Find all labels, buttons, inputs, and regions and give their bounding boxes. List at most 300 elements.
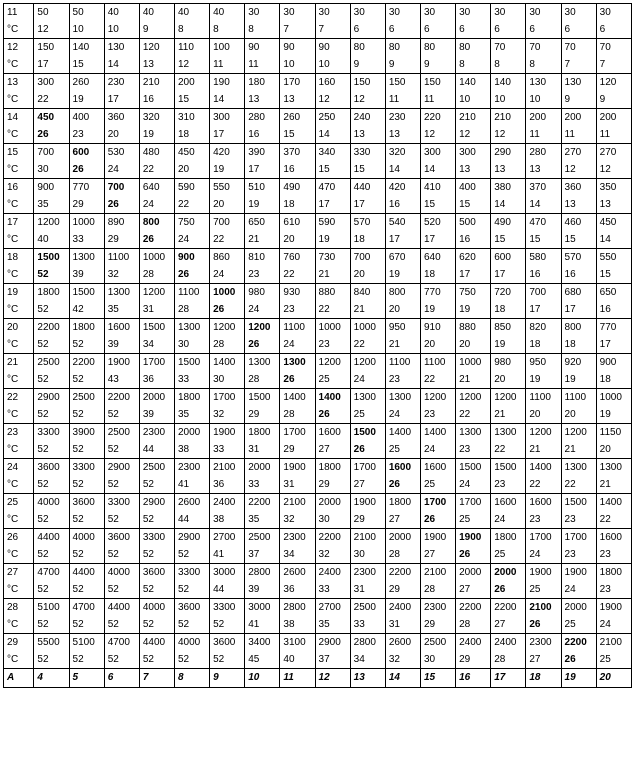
footer-value: 9: [210, 669, 245, 688]
row-unit: °C: [7, 549, 19, 560]
cell-top-value: 1700: [213, 392, 236, 403]
table-cell: [245, 214, 280, 249]
row-temperature-cell: [4, 319, 34, 354]
cell-top-value: 3300: [213, 602, 236, 613]
cell-bottom-value: 18: [529, 339, 541, 350]
table-cell: [456, 599, 491, 634]
cell-top-value: 140: [494, 77, 511, 88]
cell-top-value: 880: [459, 322, 476, 333]
cell-bottom-value: 32: [318, 549, 330, 560]
table-cell: [385, 389, 420, 424]
cell-top-value: 120: [142, 42, 160, 53]
cell-bottom-value: 20: [177, 164, 190, 175]
table-cell: [456, 39, 491, 74]
cell-top-value: 170: [283, 77, 301, 88]
table-cell: [561, 179, 596, 214]
row-temperature-cell: [4, 4, 34, 39]
cell-top-value: 770: [423, 287, 441, 298]
table-cell: [280, 564, 315, 599]
cell-top-value: 520: [423, 217, 441, 228]
cell-bottom-value: 22: [142, 164, 154, 175]
cell-bottom-value: 23: [459, 444, 471, 455]
cell-bottom-value: 12: [318, 94, 330, 105]
cell-top-value: 1200: [142, 287, 166, 298]
table-cell: [315, 249, 350, 284]
cell-top-value: 30: [388, 7, 400, 18]
cell-top-value: 2100: [353, 532, 376, 543]
cell-top-value: 600: [72, 147, 90, 158]
cell-bottom-value: 52: [142, 619, 154, 630]
cell-top-value: 610: [283, 217, 301, 228]
cell-bottom-value: 26: [283, 374, 295, 385]
table-row: [4, 109, 632, 144]
table-cell: [526, 564, 561, 599]
cell-top-value: 1400: [283, 392, 306, 403]
table-cell: [139, 564, 174, 599]
table-row: [4, 389, 632, 424]
cell-bottom-value: 26: [177, 269, 190, 280]
cell-bottom-value: 15: [494, 234, 506, 245]
table-cell: [596, 214, 631, 249]
table-cell: [69, 144, 104, 179]
cell-bottom-value: 52: [107, 654, 119, 665]
cell-bottom-value: 35: [107, 304, 119, 315]
cell-top-value: 200: [564, 112, 582, 123]
cell-top-value: 980: [248, 287, 265, 298]
table-cell: [245, 109, 280, 144]
cell-bottom-value: 19: [213, 164, 225, 175]
cell-top-value: 100: [213, 42, 230, 53]
table-cell: [385, 4, 420, 39]
table-cell: [385, 214, 420, 249]
cell-top-value: 2300: [353, 567, 376, 578]
cell-bottom-value: 20: [564, 409, 576, 420]
table-cell: [350, 39, 385, 74]
cell-top-value: 4400: [72, 567, 95, 578]
cell-bottom-value: 26: [459, 549, 471, 560]
table-cell: [526, 389, 561, 424]
table-cell: [210, 214, 245, 249]
cell-top-value: 3400: [248, 637, 271, 648]
cell-top-value: 1200: [564, 427, 587, 438]
cell-top-value: 1800: [388, 497, 412, 508]
table-cell: [350, 494, 385, 529]
table-cell: [456, 494, 491, 529]
table-cell: [139, 214, 174, 249]
table-cell: [104, 284, 139, 319]
table-cell: [315, 179, 350, 214]
table-cell: [526, 284, 561, 319]
cell-top-value: 300: [459, 147, 476, 158]
cell-bottom-value: 26: [107, 199, 119, 210]
cell-top-value: 1100: [177, 287, 200, 298]
cell-bottom-value: 25: [353, 409, 365, 420]
cell-top-value: 200: [529, 112, 547, 123]
table-cell: [210, 319, 245, 354]
cell-bottom-value: 52: [177, 549, 190, 560]
table-cell: [34, 634, 69, 669]
cell-bottom-value: 33: [72, 234, 84, 245]
cell-top-value: 30: [599, 7, 611, 18]
cell-bottom-value: 52: [37, 549, 49, 560]
table-row: [4, 529, 632, 564]
table-cell: [174, 144, 209, 179]
cell-top-value: 2700: [318, 602, 341, 613]
table-cell: [385, 319, 420, 354]
table-cell: [139, 179, 174, 214]
row-unit: °C: [7, 374, 19, 385]
cell-bottom-value: 21: [529, 444, 541, 455]
footer-value: 10: [245, 669, 280, 688]
cell-bottom-value: 27: [423, 549, 436, 560]
cell-bottom-value: 52: [72, 654, 84, 665]
row-temperature-cell: [4, 634, 34, 669]
table-cell: [596, 389, 631, 424]
table-cell: [104, 389, 139, 424]
cell-bottom-value: 17: [37, 59, 49, 70]
table-cell: [34, 389, 69, 424]
cell-top-value: 1500: [494, 462, 517, 473]
table-cell: [174, 74, 209, 109]
row-temperature: 18: [7, 252, 19, 263]
table-cell: [280, 529, 315, 564]
cell-bottom-value: 28: [459, 619, 471, 630]
cell-bottom-value: 19: [388, 269, 400, 280]
cell-top-value: 620: [459, 252, 476, 263]
cell-bottom-value: 26: [142, 234, 154, 245]
cell-bottom-value: 31: [248, 444, 260, 455]
table-cell: [491, 529, 526, 564]
table-cell: [456, 389, 491, 424]
table-cell: [104, 4, 139, 39]
cell-bottom-value: 20: [213, 199, 225, 210]
table-cell: [280, 74, 315, 109]
cell-bottom-value: 17: [423, 234, 436, 245]
cell-bottom-value: 11: [529, 129, 540, 140]
cell-top-value: 2300: [529, 637, 552, 648]
cell-bottom-value: 52: [37, 339, 49, 350]
cell-bottom-value: 30: [213, 374, 225, 385]
table-cell: [210, 459, 245, 494]
table-row: [4, 74, 632, 109]
row-temperature-cell: [4, 74, 34, 109]
cell-top-value: 640: [142, 182, 160, 193]
cell-top-value: 150: [423, 77, 441, 88]
cell-top-value: 2900: [142, 497, 166, 508]
table-row: [4, 319, 632, 354]
cell-top-value: 3600: [213, 637, 236, 648]
cell-bottom-value: 13: [388, 129, 400, 140]
cell-bottom-value: 39: [248, 584, 260, 595]
cell-top-value: 1800: [72, 322, 95, 333]
cell-bottom-value: 27: [494, 619, 506, 630]
cell-top-value: 30: [423, 7, 436, 18]
cell-top-value: 310: [177, 112, 195, 123]
footer-value: 6: [104, 669, 139, 688]
row-temperature: 15: [7, 147, 19, 158]
table-cell: [385, 144, 420, 179]
cell-top-value: 1100: [388, 357, 411, 368]
footer-value: 14: [385, 669, 420, 688]
row-unit: °C: [7, 654, 19, 665]
cell-top-value: 2000: [248, 462, 271, 473]
cell-top-value: 480: [142, 147, 160, 158]
cell-bottom-value: 22: [177, 199, 190, 210]
table-cell: [315, 564, 350, 599]
cell-bottom-value: 26: [318, 409, 330, 420]
table-cell: [315, 459, 350, 494]
cell-top-value: 4000: [37, 497, 60, 508]
cell-bottom-value: 25: [599, 654, 611, 665]
cell-bottom-value: 41: [177, 479, 190, 490]
cell-bottom-value: 22: [494, 444, 506, 455]
table-cell: [139, 39, 174, 74]
table-cell: [456, 179, 491, 214]
cell-top-value: 950: [529, 357, 547, 368]
cell-bottom-value: 52: [37, 479, 49, 490]
cell-bottom-value: 27: [353, 479, 365, 490]
table-cell: [104, 599, 139, 634]
cell-top-value: 1100: [423, 357, 446, 368]
footer-value: 17: [491, 669, 526, 688]
cell-top-value: 1700: [529, 532, 552, 543]
cell-bottom-value: 27: [388, 514, 400, 525]
table-cell: [69, 459, 104, 494]
cell-top-value: 260: [72, 77, 90, 88]
cell-top-value: 1000: [142, 252, 166, 263]
footer-value: 8: [174, 669, 209, 688]
cell-bottom-value: 52: [177, 654, 190, 665]
cell-top-value: 1800: [177, 392, 201, 403]
table-cell: [280, 389, 315, 424]
cell-top-value: 80: [423, 42, 436, 53]
cell-bottom-value: 52: [142, 584, 154, 595]
cell-top-value: 1800: [494, 532, 517, 543]
table-cell: [315, 319, 350, 354]
row-temperature-cell: [4, 249, 34, 284]
footer-value: 19: [561, 669, 596, 688]
row-temperature: 16: [7, 182, 19, 193]
cell-bottom-value: 20: [107, 129, 119, 140]
cell-top-value: 420: [213, 147, 230, 158]
cell-top-value: 40: [177, 7, 190, 18]
cell-top-value: 600: [494, 252, 511, 263]
cell-top-value: 1600: [423, 462, 447, 473]
cell-bottom-value: 52: [37, 304, 49, 315]
cell-bottom-value: 13: [459, 164, 471, 175]
table-cell: [174, 249, 209, 284]
row-temperature-cell: [4, 459, 34, 494]
footer-value: 16: [456, 669, 491, 688]
table-cell: [491, 214, 526, 249]
cell-bottom-value: 24: [283, 339, 295, 350]
cell-top-value: 2500: [248, 532, 271, 543]
table-cell: [280, 249, 315, 284]
table-cell: [69, 74, 104, 109]
cell-top-value: 90: [318, 42, 330, 53]
table-cell: [139, 354, 174, 389]
cell-top-value: 1900: [283, 462, 306, 473]
table-cell: [280, 214, 315, 249]
cell-bottom-value: 16: [248, 129, 260, 140]
cell-bottom-value: 52: [72, 339, 84, 350]
row-unit: °C: [7, 129, 19, 140]
table-cell: [210, 599, 245, 634]
cell-top-value: 1400: [599, 497, 622, 508]
cell-bottom-value: 19: [318, 234, 330, 245]
footer-row: [4, 669, 632, 688]
cell-bottom-value: 52: [107, 549, 119, 560]
cell-bottom-value: 21: [599, 479, 611, 490]
cell-bottom-value: 23: [599, 584, 611, 595]
cell-bottom-value: 52: [72, 514, 84, 525]
table-row: [4, 39, 632, 74]
cell-bottom-value: 22: [423, 374, 436, 385]
cell-top-value: 1900: [459, 532, 482, 543]
table-row: [4, 144, 632, 179]
cell-bottom-value: 30: [353, 549, 365, 560]
footer-value: 18: [526, 669, 561, 688]
table-cell: [210, 179, 245, 214]
table-cell: [596, 144, 631, 179]
table-cell: [210, 529, 245, 564]
table-cell: [34, 599, 69, 634]
cell-top-value: 1200: [37, 217, 60, 228]
cell-bottom-value: 15: [318, 164, 330, 175]
row-unit: °C: [7, 164, 19, 175]
table-cell: [491, 634, 526, 669]
table-cell: [280, 494, 315, 529]
cell-top-value: 1500: [37, 252, 60, 263]
table-cell: [69, 529, 104, 564]
cell-top-value: 3000: [248, 602, 271, 613]
cell-top-value: 90: [283, 42, 295, 53]
cell-bottom-value: 24: [388, 409, 400, 420]
cell-bottom-value: 14: [318, 129, 330, 140]
table-cell: [280, 179, 315, 214]
table-cell: [350, 599, 385, 634]
cell-top-value: 700: [37, 147, 55, 158]
table-cell: [245, 144, 280, 179]
table-cell: [210, 39, 245, 74]
cell-bottom-value: 23: [423, 409, 436, 420]
table-cell: [420, 494, 455, 529]
table-cell: [385, 494, 420, 529]
cell-top-value: 140: [72, 42, 90, 53]
table-cell: [34, 529, 69, 564]
table-cell: [315, 4, 350, 39]
cell-top-value: 1900: [423, 532, 447, 543]
table-cell: [526, 494, 561, 529]
table-cell: [596, 459, 631, 494]
table-cell: [456, 4, 491, 39]
table-cell: [34, 144, 69, 179]
table-cell: [69, 424, 104, 459]
cell-bottom-value: 16: [564, 269, 576, 280]
cell-top-value: 810: [248, 252, 265, 263]
table-cell: [34, 4, 69, 39]
row-temperature-cell: [4, 179, 34, 214]
cell-top-value: 2100: [283, 497, 306, 508]
table-cell: [491, 74, 526, 109]
cell-top-value: 720: [494, 287, 511, 298]
cell-top-value: 1000: [72, 217, 95, 228]
cell-top-value: 2200: [494, 602, 517, 613]
cell-top-value: 770: [72, 182, 90, 193]
cell-bottom-value: 10: [459, 94, 471, 105]
table-cell: [350, 4, 385, 39]
cell-top-value: 650: [599, 287, 617, 298]
cell-top-value: 2400: [459, 637, 482, 648]
cell-bottom-value: 15: [423, 199, 436, 210]
cell-top-value: 5100: [37, 602, 60, 613]
table-cell: [385, 564, 420, 599]
table-cell: [456, 214, 491, 249]
table-cell: [420, 144, 455, 179]
table-cell: [69, 354, 104, 389]
table-cell: [104, 214, 139, 249]
cell-bottom-value: 39: [142, 409, 154, 420]
cell-bottom-value: 37: [248, 549, 260, 560]
cell-bottom-value: 29: [459, 654, 471, 665]
cell-top-value: 200: [177, 77, 195, 88]
cell-top-value: 570: [564, 252, 582, 263]
table-cell: [104, 109, 139, 144]
cell-top-value: 1100: [529, 392, 551, 403]
table-cell: [174, 389, 209, 424]
cell-bottom-value: 11: [564, 129, 575, 140]
row-unit: °C: [7, 24, 19, 35]
row-temperature: 27: [7, 567, 19, 578]
table-cell: [491, 4, 526, 39]
cell-bottom-value: 35: [248, 514, 260, 525]
cell-bottom-value: 23: [494, 479, 506, 490]
cell-bottom-value: 25: [529, 584, 541, 595]
cell-bottom-value: 29: [72, 199, 84, 210]
cell-top-value: 500: [459, 217, 476, 228]
cell-bottom-value: 52: [107, 444, 119, 455]
cell-top-value: 1300: [107, 287, 130, 298]
cell-top-value: 1200: [459, 392, 482, 403]
table-row: [4, 564, 632, 599]
cell-top-value: 1100: [107, 252, 130, 263]
footer-value: 4: [34, 669, 69, 688]
cell-top-value: 530: [107, 147, 125, 158]
cell-top-value: 930: [283, 287, 301, 298]
cell-bottom-value: 12: [423, 129, 436, 140]
cell-top-value: 910: [423, 322, 441, 333]
cell-bottom-value: 17: [494, 269, 506, 280]
cell-bottom-value: 20: [494, 374, 506, 385]
cell-top-value: 2100: [599, 637, 622, 648]
table-row: [4, 459, 632, 494]
cell-bottom-value: 6: [494, 24, 500, 35]
table-cell: [174, 109, 209, 144]
cell-top-value: 3600: [37, 462, 60, 473]
cell-bottom-value: 38: [213, 514, 225, 525]
cell-bottom-value: 19: [529, 374, 541, 385]
row-temperature-cell: [4, 424, 34, 459]
cell-bottom-value: 22: [564, 479, 576, 490]
cell-bottom-value: 9: [599, 94, 606, 105]
cell-top-value: 4000: [107, 567, 130, 578]
row-temperature: 24: [7, 462, 19, 473]
cell-bottom-value: 19: [142, 129, 154, 140]
cell-top-value: 460: [564, 217, 582, 228]
cell-top-value: 2200: [37, 322, 60, 333]
cell-top-value: 450: [177, 147, 195, 158]
cell-top-value: 2800: [353, 637, 376, 648]
